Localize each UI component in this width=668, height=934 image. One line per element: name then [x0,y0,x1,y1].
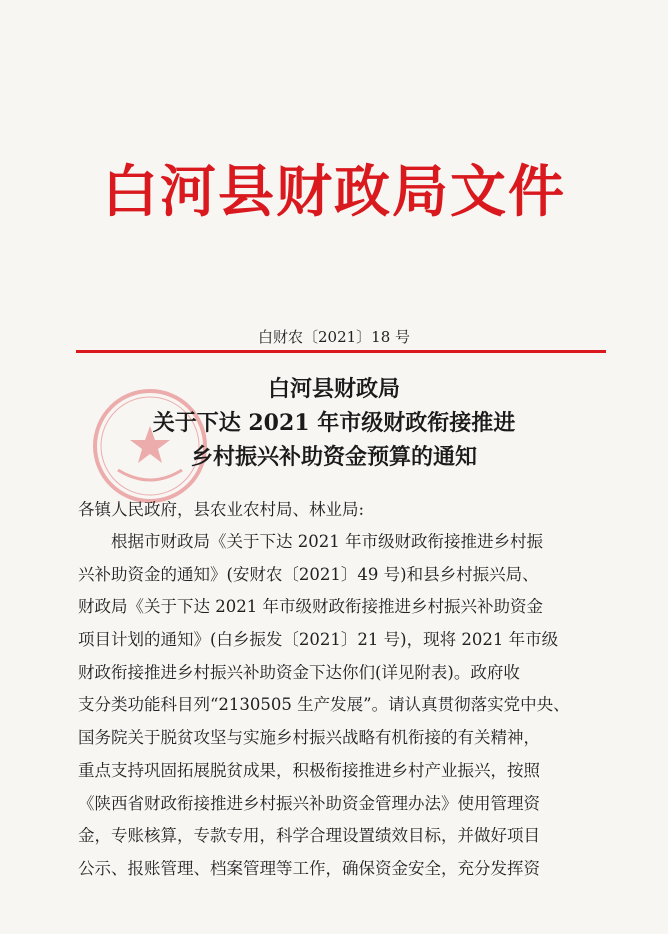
body-line: 财政衔接推进乡村振兴补助资金下达你们(详见附表)。政府收 [78,662,520,682]
body-line: 财政局《关于下达 2021 年市级财政衔接推进乡村振兴补助资金 [78,597,543,617]
notice-title-line-2: 关于下达 2021 年市级财政衔接推进 [152,410,516,436]
body-line: 项目计划的通知》(白乡振发〔2021〕21 号)，现将 2021 年市级 [78,630,559,650]
body-line: 兴补助资金的通知》(安财农〔2021〕49 号)和县乡村振兴局、 [78,564,539,584]
document-number: 白财农〔2021〕18 号 [257,328,411,346]
body-line: 金，专账核算，专款专用，科学合理设置绩效目标，并做好项目 [78,826,540,846]
body-line: 支分类功能科目列“2130505 生产发展”。请认真贯彻落实党中央、 [78,695,570,715]
body-line: 国务院关于脱贫攻坚与实施乡村振兴战略有机衔接的有关精神， [78,728,540,748]
red-divider-rule [76,350,606,353]
salutation: 各镇人民政府，县农业农村局、林业局: [78,500,365,519]
body-line: 根据市财政局《关于下达 2021 年市级财政衔接推进乡村振 [111,532,543,551]
body-line: 公示、报账管理、档案管理等工作，确保资金安全，充分发挥资 [78,858,540,878]
body-line: 《陕西省财政衔接推进乡村振兴补助资金管理办法》使用管理资 [78,793,540,813]
notice-title [0,372,668,474]
body-paragraph [78,526,598,886]
notice-title-line-1: 白河县财政局 [267,376,400,402]
body-line: 重点支持巩固拓展脱贫成果，积极衔接推进乡村产业振兴，按照 [78,760,540,780]
document-header-title: 白河县财政局文件 [102,160,566,225]
notice-title-line-3: 乡村振兴补助资金预算的通知 [190,444,477,470]
